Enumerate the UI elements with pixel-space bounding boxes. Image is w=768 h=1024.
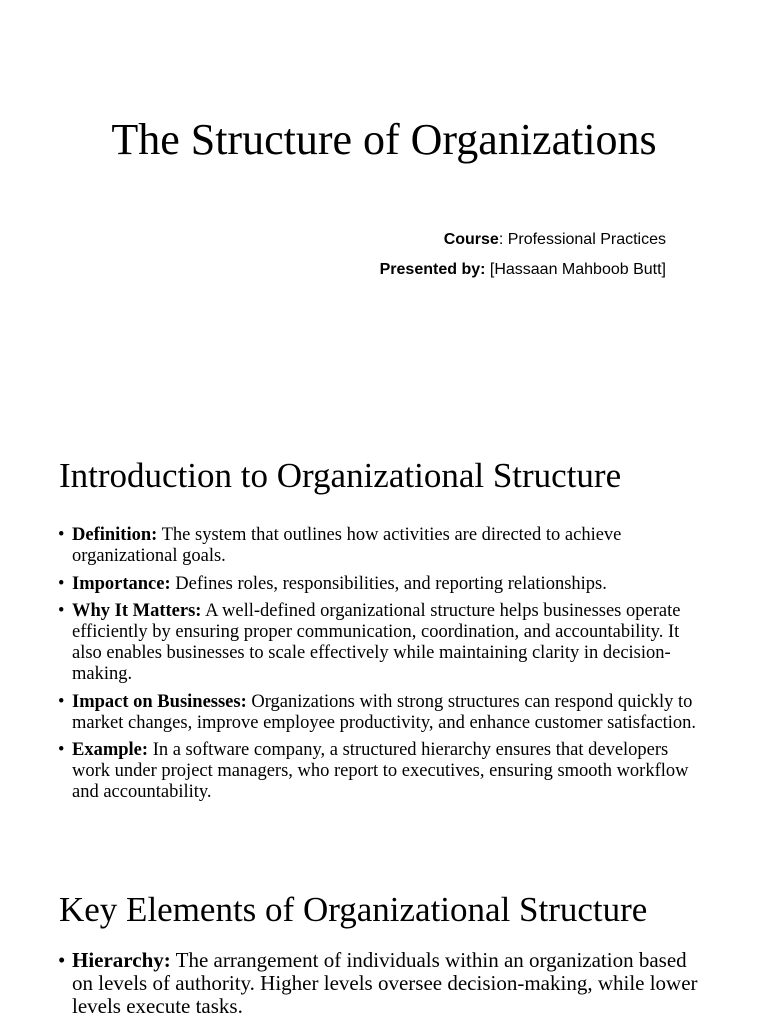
key-elements-bullet-list bbox=[58, 949, 708, 1024]
bullet-icon: • bbox=[58, 601, 65, 621]
course-label: Course bbox=[443, 231, 499, 248]
bullet-term: Example: bbox=[72, 740, 149, 760]
course-separator: : bbox=[498, 231, 508, 248]
bullet-text: Defines roles, responsibilities, and reporting relationships. bbox=[170, 573, 607, 594]
list-item bbox=[58, 525, 708, 567]
list-item bbox=[58, 949, 708, 1018]
presenter-label: Presented by: bbox=[379, 261, 486, 278]
bullet-icon: • bbox=[58, 525, 65, 545]
bullet-icon: • bbox=[58, 948, 66, 972]
bullet-text: A well-defined organizational structure helps businesses operate efficiently by ensuring proper communication, coordination, and accountability. It also enables businesses to scale effectively while maintaining clarity in decision-making. bbox=[72, 601, 681, 684]
bullet-term: Importance: bbox=[72, 573, 171, 594]
course-line bbox=[444, 230, 666, 250]
list-item bbox=[58, 601, 708, 685]
bullet-icon: • bbox=[58, 740, 65, 760]
bullet-icon: • bbox=[58, 691, 65, 712]
list-item bbox=[58, 740, 708, 803]
bullet-text: In a software company, a structured hierarchy ensures that developers work under project managers, who report to executives, ensuring smooth workflow and accountability. bbox=[72, 740, 689, 802]
list-item bbox=[58, 692, 708, 734]
intro-section-heading: Introduction to Organizational Structure bbox=[59, 456, 622, 495]
bullet-term: Definition: bbox=[72, 525, 158, 545]
bullet-term: Hierarchy: bbox=[72, 948, 171, 972]
bullet-text: The system that outlines how activities are directed to achieve organizational goals. bbox=[72, 525, 622, 566]
presenter-line bbox=[380, 260, 666, 280]
bullet-icon: • bbox=[58, 573, 65, 594]
bullet-term: Why It Matters: bbox=[72, 601, 202, 621]
document-title: The Structure of Organizations bbox=[111, 115, 657, 164]
course-value: Professional Practices bbox=[507, 231, 666, 248]
key-elements-section-heading: Key Elements of Organizational Structure bbox=[59, 890, 648, 929]
list-item bbox=[58, 574, 708, 595]
intro-bullet-list bbox=[58, 525, 708, 810]
bullet-term: Impact on Businesses: bbox=[72, 691, 247, 712]
bullet-text: Organizations with strong structures can respond quickly to market changes, improve employee productivity, and enhance customer satisfaction. bbox=[72, 691, 696, 733]
presenter-value: [Hassaan Mahboob Butt] bbox=[485, 261, 666, 278]
bullet-text: The arrangement of individuals within an organization based on levels of authority. Higher levels oversee decision-making, while lower levels execute tasks. bbox=[72, 948, 698, 1018]
